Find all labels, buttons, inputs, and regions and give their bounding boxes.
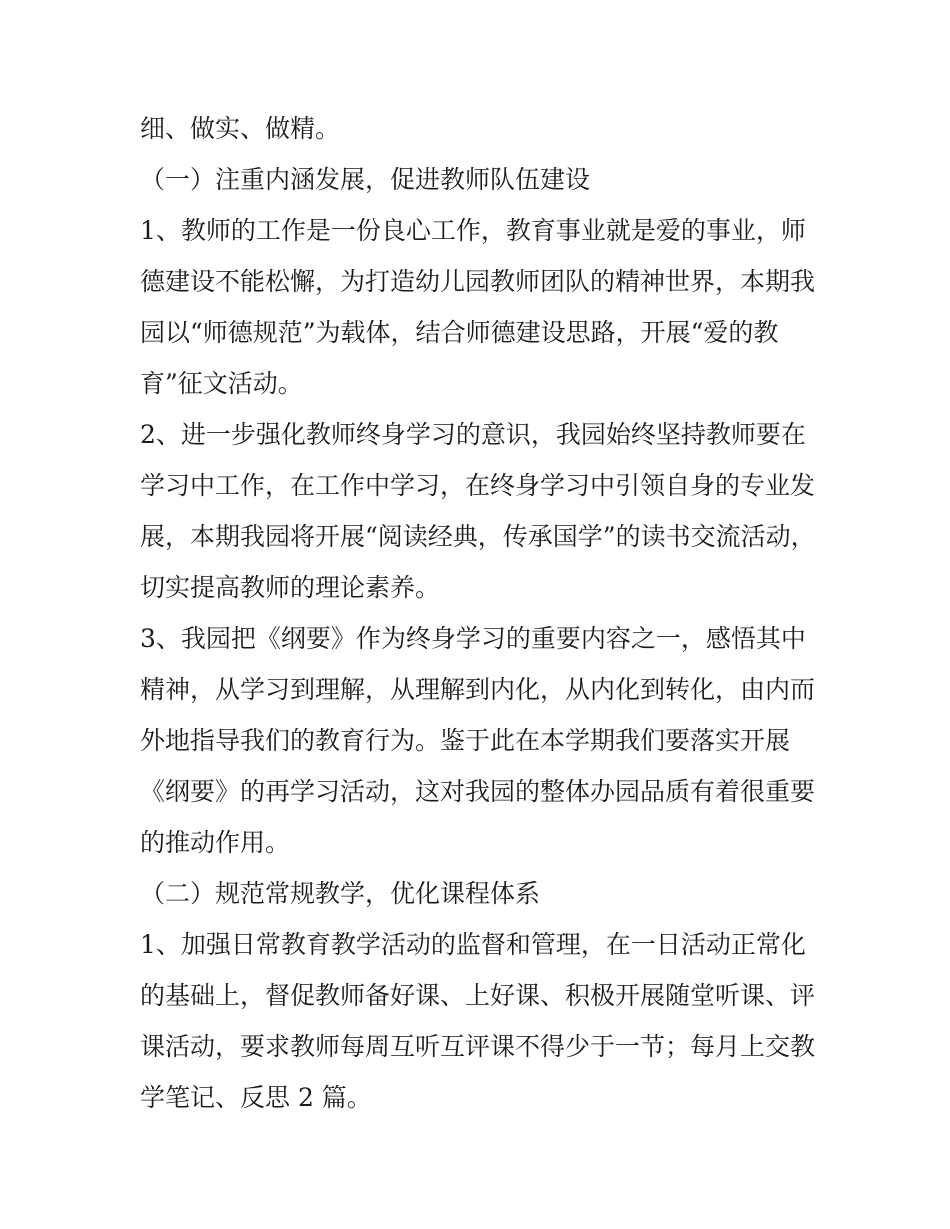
text-line: 德建设不能松懈，为打造幼儿园教师团队的精神世界，本期我 <box>140 267 816 296</box>
section-heading: （二）规范常规教学，优化课程体系 <box>140 879 541 908</box>
text-line: 《纲要》的再学习活动，这对我园的整体办园品质有着很重要 <box>140 777 816 806</box>
text-line: 2、进一步强化教师终身学习的意识，我园始终坚持教师要在 <box>140 420 806 449</box>
text-line: 展，本期我园将开展“阅读经典，传承国学”的读书交流活动， <box>140 522 816 551</box>
text-line: 的基础上，督促教师备好课、上好课、积极开展随堂听课、评 <box>140 981 816 1010</box>
text-line: 切实提高教师的理论素养。 <box>140 573 441 602</box>
text-line: 的推动作用。 <box>140 828 291 857</box>
text-line: 3、我园把《纲要》作为终身学习的重要内容之一，感悟其中 <box>140 624 806 653</box>
text-line: 1、教师的工作是一份良心工作，教育事业就是爱的事业，师 <box>140 216 806 245</box>
text-line: 园以“师德规范”为载体，结合师德建设思路，开展“爱的教 <box>140 318 779 347</box>
text-line: 外地指导我们的教育行为。鉴于此在本学期我们要落实开展 <box>140 726 791 755</box>
text-line: 学习中工作，在工作中学习，在终身学习中引领自身的专业发 <box>140 471 816 500</box>
text-line: 育”征文活动。 <box>140 369 303 398</box>
text-line: 细、做实、做精。 <box>140 114 341 143</box>
document-body <box>140 103 820 1123</box>
text-line: 1、加强日常教育教学活动的监督和管理，在一日活动正常化 <box>140 930 806 959</box>
text-line: 课活动，要求教师每周互听互评课不得少于一节；每月上交教 <box>140 1032 816 1061</box>
text-line: 精神，从学习到理解，从理解到内化，从内化到转化，由内而 <box>140 675 816 704</box>
text-line: 学笔记、反思 2 篇。 <box>140 1083 372 1112</box>
section-heading: （一）注重内涵发展，促进教师队伍建设 <box>140 165 591 194</box>
